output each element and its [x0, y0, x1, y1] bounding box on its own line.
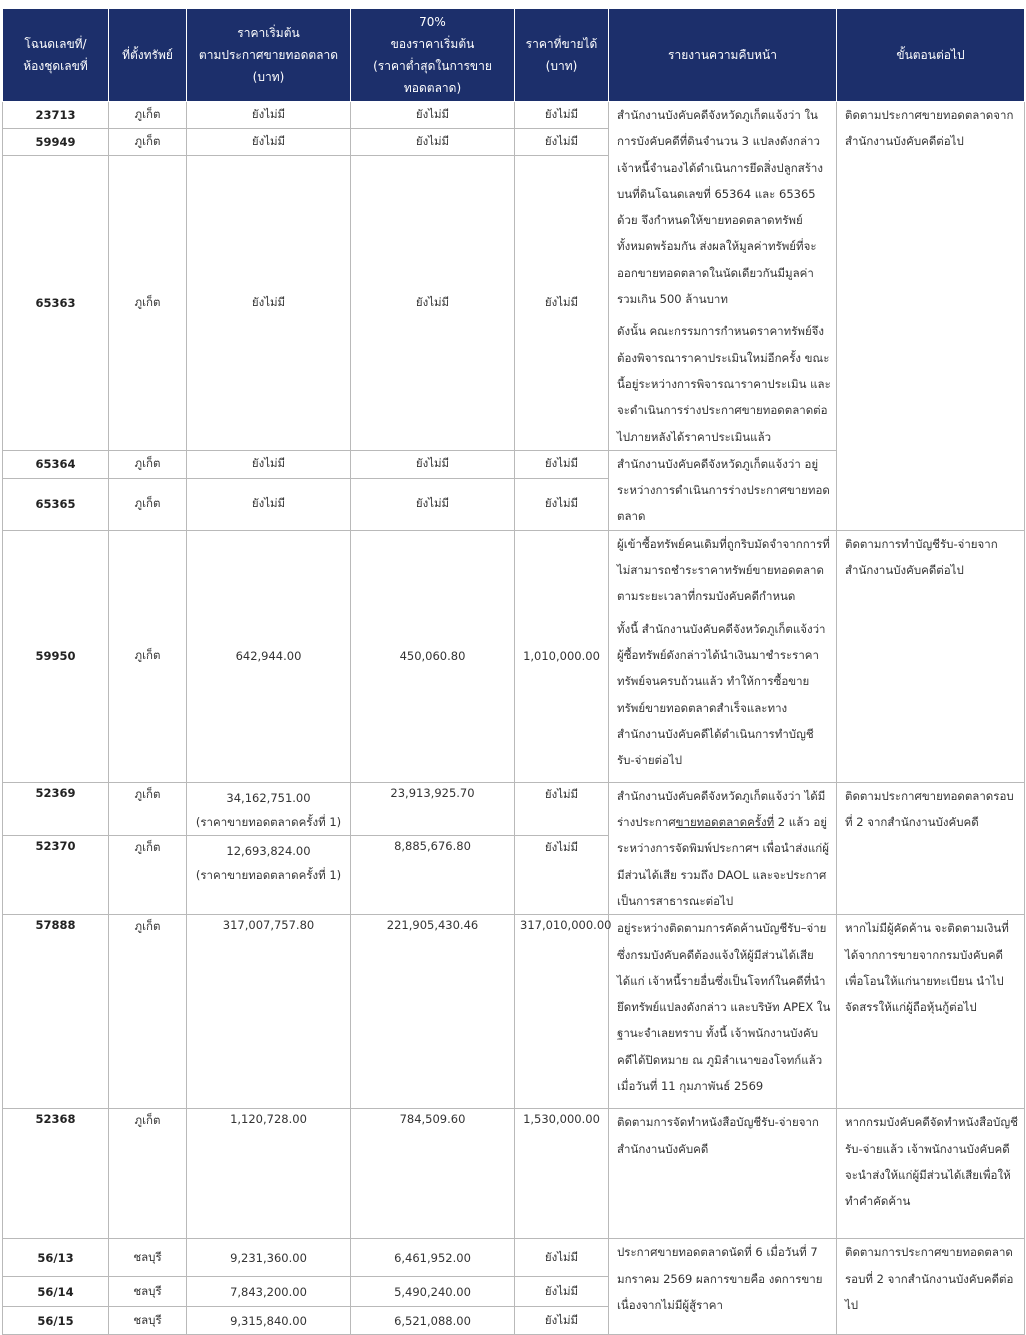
- next-step: ติดตามประกาศขายทอดตลาดจากสำนักงานบังคับคดีต่อไป: [837, 102, 1025, 531]
- deed-number: 59949: [3, 129, 109, 156]
- deed-number: 56/14: [3, 1277, 109, 1307]
- location: ภูเก็ต: [109, 530, 187, 782]
- progress-report: สำนักงานบังคับคดีจังหวัดภูเก็ตแจ้งว่า ในการบังคับคดีที่ดินจำนวน 3 แปลงดังกล่าว เจ้าหนี้จำนองได้ดำเนินการยึดสิ่งปลูกสร้างบนที่ดินโฉนดเลขที่ 65364 และ 65365 ด้วย จึงกำหนดให้ขายทอดตลาดทรัพย์ทั้งหมดพร้อมกัน ส่งผลให้มูลค่าทรัพย์ที่จะออกขายทอดตลาดในนัดเดียวกันมีมูลค่ารวมเกิน 500 ล้านบาท ดังนั้น คณะกรรมการกำหนดราคาทรัพย์จึงต้องพิจารณาราคาประเมินใหม่อีกครั้ง ขณะนี้อยู่ระหว่างการพิจารณาราคาประเมิน และจะดำเนินการร่างประกาศขายทอดตลาดต่อไปภายหลังได้ราคาประเมินแล้ว: [609, 102, 837, 451]
- sold-price: ยังไม่มี: [515, 1277, 609, 1307]
- start-price: ยังไม่มี: [187, 450, 351, 478]
- location: ภูเก็ต: [109, 836, 187, 915]
- sold-price: ยังไม่มี: [515, 478, 609, 530]
- deed-number: 52370: [3, 836, 109, 915]
- min-price: 23,913,925.70: [351, 782, 515, 836]
- sold-price: ยังไม่มี: [515, 156, 609, 450]
- deed-number: 56/15: [3, 1307, 109, 1335]
- sold-price: ยังไม่มี: [515, 836, 609, 915]
- deed-number: 59950: [3, 530, 109, 782]
- progress-report: สำนักงานบังคับคดีจังหวัดภูเก็ตแจ้งว่า อยู่ระหว่างการดำเนินการร่างประกาศขายทอดตลาด: [609, 450, 837, 530]
- header-start-price: ราคาเริ่มต้น ตามประกาศขายทอดตลาด (บาท): [187, 9, 351, 102]
- deed-number: 23713: [3, 102, 109, 129]
- start-price: ยังไม่มี: [187, 102, 351, 129]
- min-price: 221,905,430.46: [351, 915, 515, 1109]
- sold-price: ยังไม่มี: [515, 450, 609, 478]
- start-price: 9,315,840.00: [187, 1307, 351, 1335]
- location: ภูเก็ต: [109, 450, 187, 478]
- min-price: ยังไม่มี: [351, 129, 515, 156]
- location: ภูเก็ต: [109, 1109, 187, 1239]
- next-step: หากกรมบังคับคดีจัดทำหนังสือบัญชีรับ-จ่ายแล้ว เจ้าพนักงานบังคับคดีจะนำส่งให้แก่ผู้มีส่วนได้เสียเพื่อให้ทำคำคัดค้าน: [837, 1109, 1025, 1239]
- min-price: 450,060.80: [351, 530, 515, 782]
- min-price: ยังไม่มี: [351, 450, 515, 478]
- location: ภูเก็ต: [109, 156, 187, 450]
- deed-number: 65364: [3, 450, 109, 478]
- table-row: [3, 782, 1025, 836]
- header-location: ที่ตั้งทรัพย์: [109, 9, 187, 102]
- min-price: ยังไม่มี: [351, 478, 515, 530]
- progress-report: ติดตามการจัดทำหนังสือบัญชีรับ-จ่ายจากสำนักงานบังคับคดี: [609, 1109, 837, 1239]
- header-progress: รายงานความคืบหน้า: [609, 9, 837, 102]
- sold-price: 317,010,000.00: [515, 915, 609, 1109]
- next-step: ติดตามการประกาศขายทอดตลาดรอบที่ 2 จากสำนักงานบังคับคดีต่อไป: [837, 1239, 1025, 1335]
- location: ชลบุรี: [109, 1277, 187, 1307]
- progress-report: อยู่ระหว่างติดตามการคัดค้านบัญชีรับ–จ่าย ซึ่งกรมบังคับคดีต้องแจ้งให้ผู้มีส่วนได้เสียได้แก่ เจ้าหนี้รายอื่นซึ่งเป็นโจทก์ในคดีที่นำยึดทรัพย์แปลงดังกล่าว และบริษัท APEX ในฐานะจำเลยทราบ ทั้งนี้ เจ้าพนักงานบังคับคดีได้ปิดหมาย ณ ภูมิลำเนาของโจทก์แล้ว เมื่อวันที่ 11 กุมภาพันธ์ 2569: [609, 915, 837, 1109]
- next-step: ติดตามประกาศขายทอดตลาดรอบที่ 2 จากสำนักงานบังคับคดี: [837, 782, 1025, 914]
- start-price: 7,843,200.00: [187, 1277, 351, 1307]
- deed-number: 57888: [3, 915, 109, 1109]
- start-price: 317,007,757.80: [187, 915, 351, 1109]
- sold-price: ยังไม่มี: [515, 129, 609, 156]
- header-next-step: ขั้นตอนต่อไป: [837, 9, 1025, 102]
- location: ชลบุรี: [109, 1239, 187, 1277]
- progress-report: ประกาศขายทอดตลาดนัดที่ 6 เมื่อวันที่ 7 มกราคม 2569 ผลการขายคือ งดการขายเนื่องจากไม่มีผู้สู้ราคา: [609, 1239, 837, 1335]
- location: ชลบุรี: [109, 1307, 187, 1335]
- deed-number: 56/13: [3, 1239, 109, 1277]
- start-price: 1,120,728.00: [187, 1109, 351, 1239]
- start-price: 9,231,360.00: [187, 1239, 351, 1277]
- sold-price: 1,010,000.00: [515, 530, 609, 782]
- next-step: ติดตามการทำบัญชีรับ-จ่ายจากสำนักงานบังคับคดีต่อไป: [837, 530, 1025, 782]
- next-step: หากไม่มีผู้คัดค้าน จะติดตามเงินที่ได้จากการขายจากกรมบังคับคดีเพื่อโอนให้แก่นายทะเบียน นำไปจัดสรรให้แก่ผู้ถือหุ้นกู้ต่อไป: [837, 915, 1025, 1109]
- sold-price: 1,530,000.00: [515, 1109, 609, 1239]
- min-price: 5,490,240.00: [351, 1277, 515, 1307]
- auction-progress-table: [2, 8, 1025, 1335]
- sold-price: ยังไม่มี: [515, 1239, 609, 1277]
- deed-number: 65365: [3, 478, 109, 530]
- sold-price: ยังไม่มี: [515, 1307, 609, 1335]
- start-price: ยังไม่มี: [187, 129, 351, 156]
- progress-report: ผู้เข้าซื้อทรัพย์คนเดิมที่ถูกริบมัดจำจากการที่ไม่สามารถชำระราคาทรัพย์ขายทอดตลาดตามระยะเวลาที่กรมบังคับคดีกำหนด ทั้งนี้ สำนักงานบังคับคดีจังหวัดภูเก็ตแจ้งว่า ผู้ซื้อทรัพย์ดังกล่าวได้นำเงินมาชำระราคาทรัพย์จนครบถ้วนแล้ว ทำให้การซื้อขายทรัพย์ขายทอดตลาดสำเร็จและทางสำนักงานบังคับคดีได้ดำเนินการทำบัญชีรับ-จ่ายต่อไป: [609, 530, 837, 782]
- start-price: 34,162,751.00 (ราคาขายทอดตลาดครั้งที่ 1): [187, 782, 351, 836]
- table-row: [3, 1239, 1025, 1277]
- min-price: ยังไม่มี: [351, 156, 515, 450]
- location: ภูเก็ต: [109, 102, 187, 129]
- min-price: 6,461,952.00: [351, 1239, 515, 1277]
- header-sold-price: ราคาที่ขายได้ (บาท): [515, 9, 609, 102]
- table-row: [3, 102, 1025, 129]
- location: ภูเก็ต: [109, 915, 187, 1109]
- table-row: [3, 915, 1025, 1109]
- header-deed-no: โฉนดเลขที่/ ห้องชุดเลขที่: [3, 9, 109, 102]
- sold-price: ยังไม่มี: [515, 782, 609, 836]
- header-70-percent: 70% ของราคาเริ่มต้น (ราคาต่ำสุดในการขาย ทอดตลาด): [351, 9, 515, 102]
- deed-number: 52369: [3, 782, 109, 836]
- location: ภูเก็ต: [109, 129, 187, 156]
- deed-number: 52368: [3, 1109, 109, 1239]
- progress-report: สำนักงานบังคับคดีจังหวัดภูเก็ตแจ้งว่า ได้มีร่างประกาศขายทอดตลาดครั้งที่ 2 แล้ว อยู่ระหว่างการจัดพิมพ์ประกาศฯ เพื่อนำส่งแก่ผู้มีส่วนได้เสีย รวมถึง DAOL และจะประกาศเป็นการสาธารณะต่อไป: [609, 782, 837, 914]
- start-price: 12,693,824.00 (ราคาขายทอดตลาดครั้งที่ 1): [187, 836, 351, 915]
- location: ภูเก็ต: [109, 478, 187, 530]
- start-price: 642,944.00: [187, 530, 351, 782]
- table-header-row: [3, 9, 1025, 102]
- location: ภูเก็ต: [109, 782, 187, 836]
- min-price: 784,509.60: [351, 1109, 515, 1239]
- start-price: ยังไม่มี: [187, 478, 351, 530]
- start-price: ยังไม่มี: [187, 156, 351, 450]
- table-row: [3, 530, 1025, 782]
- sold-price: ยังไม่มี: [515, 102, 609, 129]
- min-price: ยังไม่มี: [351, 102, 515, 129]
- min-price: 8,885,676.80: [351, 836, 515, 915]
- deed-number: 65363: [3, 156, 109, 450]
- min-price: 6,521,088.00: [351, 1307, 515, 1335]
- table-row: [3, 1109, 1025, 1239]
